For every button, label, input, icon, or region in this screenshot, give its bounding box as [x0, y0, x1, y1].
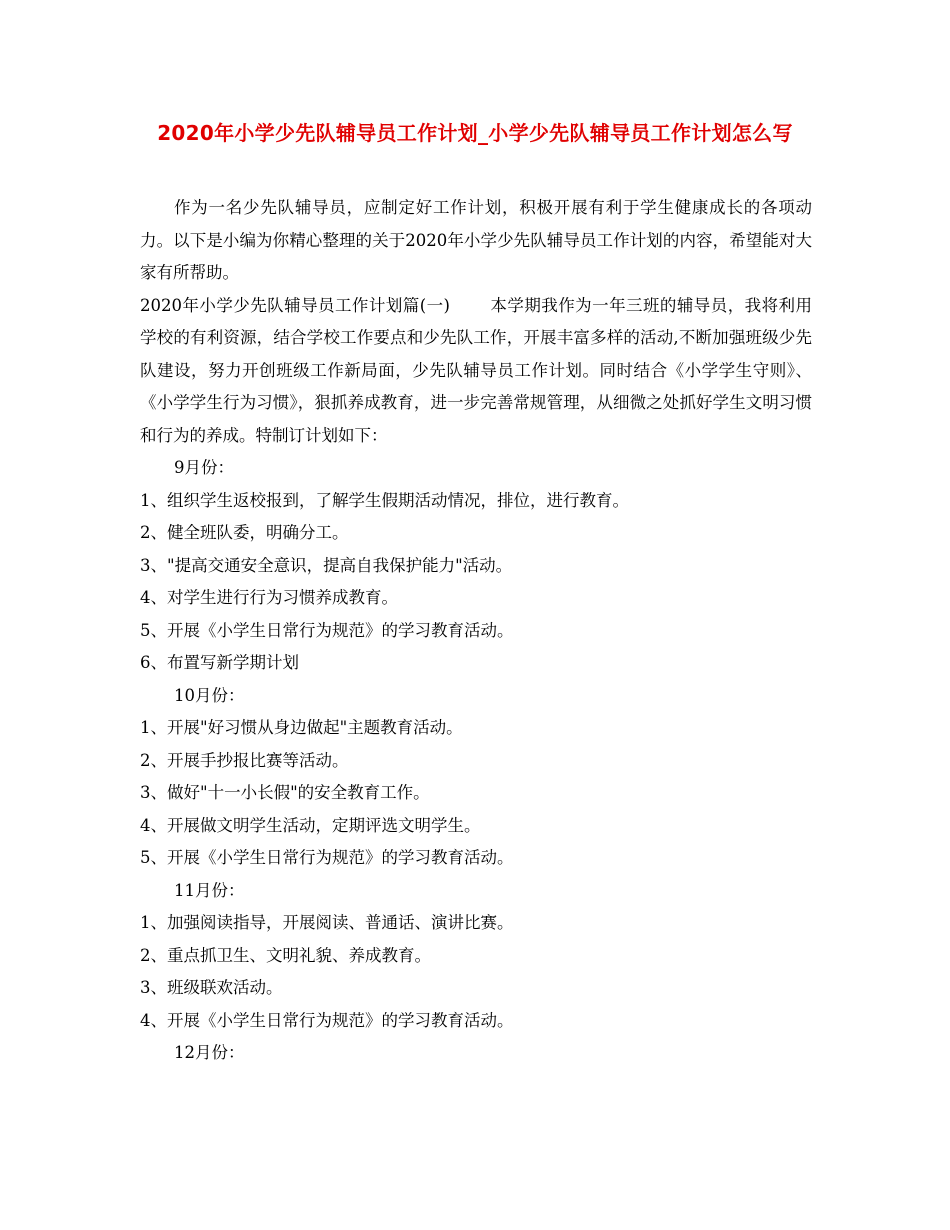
section-paragraph — [140, 290, 812, 453]
list-item: 5、开展《小学生日常行为规范》的学习教育活动。 — [140, 620, 514, 640]
list-item: 3、"提高交通安全意识，提高自我保护能力"活动。 — [140, 555, 513, 575]
intro-paragraph: 作为一名少先队辅导员，应制定好工作计划，积极开展有利于学生健康成长的各项动力。以下是小编为你精心整理的关于2020年小学少先队辅导员工作计划的内容，希望能对大家有所帮助。 — [140, 198, 812, 282]
section-body: 本学期我作为一年三班的辅导员，我将利用学校的有利资源，结合学校工作要点和少先队工作，开展丰富多样的活动,不断加强班级少先队建设，努力开创班级工作新局面，少先队辅导员工作计划。同时结合《小学学生守则》、《小学学生行为习惯》，狠抓养成教育，进一步完善常规管理，从细微之处抓好学生文明习惯和行为的养成。特制订计划如下： — [140, 295, 812, 445]
month-label-october: 10月份： — [174, 685, 245, 705]
list-item: 1、组织学生返校报到，了解学生假期活动情况，排位，进行教育。 — [140, 490, 629, 510]
section-heading: 2020年小学少先队辅导员工作计划篇(一) — [140, 295, 450, 315]
list-item: 6、布置写新学期计划 — [140, 653, 299, 672]
list-item: 4、开展《小学生日常行为规范》的学习教育活动。 — [140, 1010, 514, 1030]
list-item: 3、做好"十一小长假"的安全教育工作。 — [140, 783, 430, 802]
list-item: 4、开展做文明学生活动，定期评选文明学生。 — [140, 815, 481, 835]
document-title: 2020年小学少先队辅导员工作计划_小学少先队辅导员工作计划怎么写 — [157, 121, 793, 145]
list-item: 5、开展《小学生日常行为规范》的学习教育活动。 — [140, 848, 514, 867]
list-item: 3、班级联欢活动。 — [140, 978, 283, 997]
month-label-november: 11月份： — [174, 880, 245, 900]
document-body — [140, 192, 812, 1070]
list-item: 1、开展"好习惯从身边做起"主题教育活动。 — [140, 718, 463, 737]
month-label-december: 12月份： — [174, 1043, 245, 1062]
list-item: 1、加强阅读指导，开展阅读、普通话、演讲比赛。 — [140, 913, 514, 932]
list-item: 4、对学生进行行为习惯养成教育。 — [140, 588, 398, 607]
month-label-september: 9月份： — [174, 458, 234, 477]
list-item: 2、健全班队委，明确分工。 — [140, 523, 349, 542]
list-item: 2、重点抓卫生、文明礼貌、养成教育。 — [140, 945, 431, 965]
list-item: 2、开展手抄报比赛等活动。 — [140, 750, 349, 770]
